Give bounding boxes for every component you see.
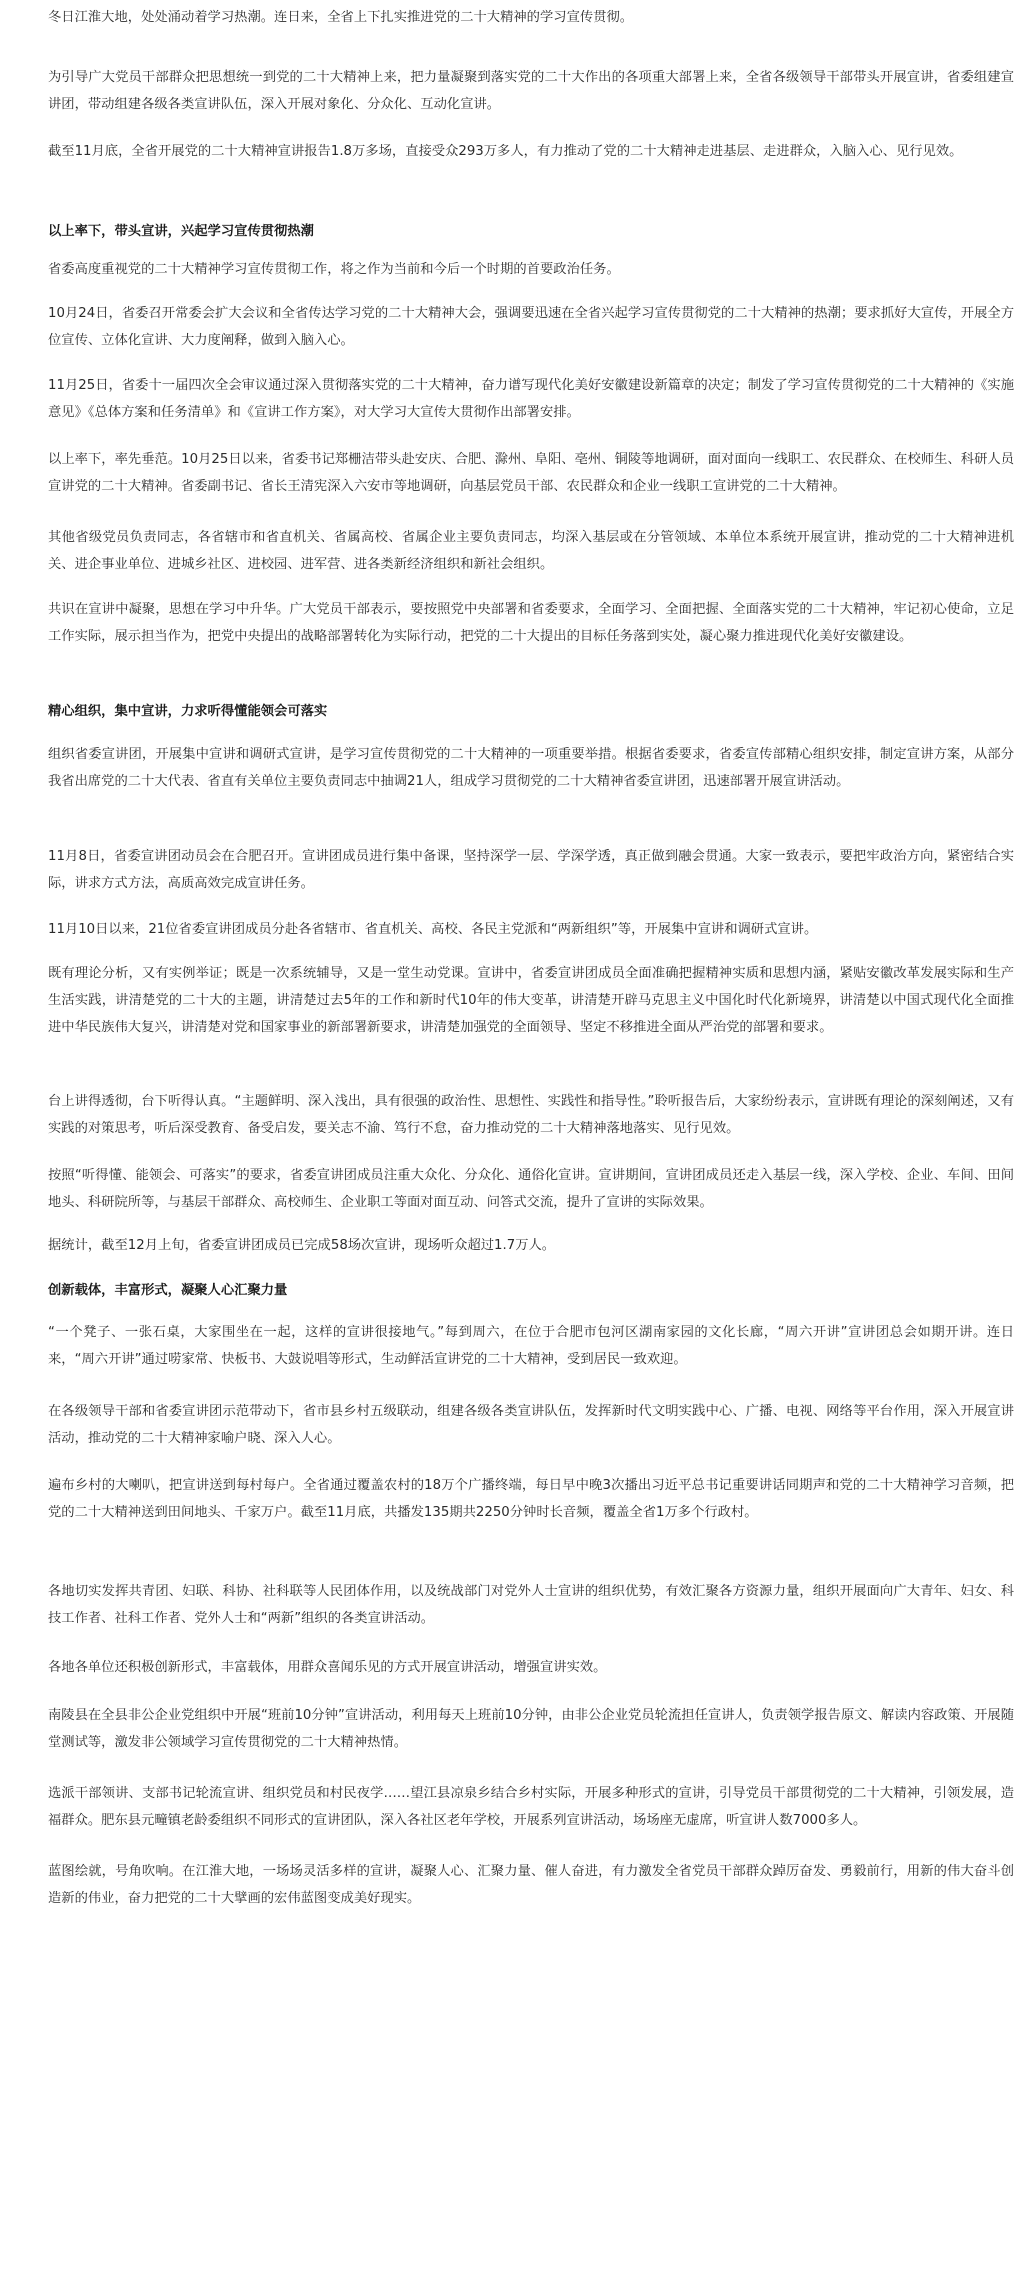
- paragraph: 蓝图绘就，号角吹响。在江淮大地，一场场灵活多样的宣讲，凝聚人心、汇聚力量、催人奋进，有力激发全省党员干部群众踔厉奋发、勇毅前行，用新的伟大奋斗创造新的伟业，奋力把党的二十大擘画的宏伟蓝图变成美好现实。: [48, 1864, 1014, 1906]
- paragraph: 既有理论分析，又有实例举证；既是一次系统辅导，又是一堂生动党课。宣讲中，省委宣讲团成员全面准确把握精神实质和思想内涵，紧贴安徽改革发展实际和生产生活实践，讲清楚党的二十大的主题，讲清楚过去5年的工作和新时代10年的伟大变革，讲清楚开辟马克思主义中国化时代化新境界，讲清楚以中国式现代化全面推进中华民族伟大复兴，讲清楚对党和国家事业的新部署新要求，讲清楚加强党的全面领导、坚定不移推进全面从严治党的部署和要求。: [48, 966, 1014, 1035]
- paragraph: 在各级领导干部和省委宣讲团示范带动下，省市县乡村五级联动，组建各级各类宣讲队伍，发挥新时代文明实践中心、广播、电视、网络等平台作用，深入开展宣讲活动，推动党的二十大精神家喻户晓、深入人心。: [48, 1404, 1014, 1446]
- paragraph: 截至11月底，全省开展党的二十大精神宣讲报告1.8万多场，直接受众293万多人，有力推动了党的二十大精神走进基层、走进群众，入脑入心、见行见效。: [48, 144, 963, 159]
- section-heading: 精心组织，集中宣讲，力求听得懂能领会可落实: [48, 704, 328, 719]
- paragraph: 选派干部领讲、支部书记轮流宣讲、组织党员和村民夜学……望江县凉泉乡结合乡村实际，开展多种形式的宣讲，引导党员干部贯彻党的二十大精神，引领发展，造福群众。肥东县元疃镇老龄委组织不同形式的宣讲团队，深入各社区老年学校，开展系列宣讲活动，场场座无虚席，听宣讲人数7000多人。: [48, 1786, 1014, 1828]
- paragraph: 据统计，截至12月上旬，省委宣讲团成员已完成58场次宣讲，现场听众超过1.7万人。: [48, 1238, 556, 1253]
- section-heading: 以上率下，带头宣讲，兴起学习宣传贯彻热潮: [48, 224, 314, 239]
- paragraph: 为引导广大党员干部群众把思想统一到党的二十大精神上来，把力量凝聚到落实党的二十大作出的各项重大部署上来，全省各级领导干部带头开展宣讲，省委组建宣讲团，带动组建各级各类宣讲队伍，深入开展对象化、分众化、互动化宣讲。: [48, 70, 1014, 112]
- paragraph: 以上率下，率先垂范。10月25日以来，省委书记郑栅洁带头赴安庆、合肥、滁州、阜阳、亳州、铜陵等地调研，面对面向一线职工、农民群众、在校师生、科研人员宣讲党的二十大精神。省委副书记、省长王清宪深入六安市等地调研，向基层党员干部、农民群众和企业一线职工宣讲党的二十大精神。: [48, 452, 1014, 494]
- section-heading: 创新载体，丰富形式，凝聚人心汇聚力量: [48, 1283, 288, 1298]
- paragraph: 11月25日，省委十一届四次全会审议通过深入贯彻落实党的二十大精神，奋力谱写现代化美好安徽建设新篇章的决定；制发了学习宣传贯彻党的二十大精神的《实施意见》《总体方案和任务清单》和《宣讲工作方案》，对大学习大宣传大贯彻作出部署安排。: [48, 378, 1014, 420]
- paragraph: 南陵县在全县非公企业党组织中开展“班前10分钟”宣讲活动，利用每天上班前10分钟，由非公企业党员轮流担任宣讲人，负责领学报告原文、解读内容政策、开展随堂测试等，激发非公领域学习宣传贯彻党的二十大精神热情。: [48, 1708, 1014, 1750]
- paragraph: 各地切实发挥共青团、妇联、科协、社科联等人民团体作用，以及统战部门对党外人士宣讲的组织优势，有效汇聚各方资源力量，组织开展面向广大青年、妇女、科技工作者、社科工作者、党外人士和“两新”组织的各类宣讲活动。: [48, 1584, 1014, 1626]
- paragraph: 其他省级党员负责同志，各省辖市和省直机关、省属高校、省属企业主要负责同志，均深入基层或在分管领域、本单位本系统开展宣讲，推动党的二十大精神进机关、进企事业单位、进城乡社区、进校园、进军营、进各类新经济组织和新社会组织。: [48, 530, 1014, 572]
- paragraph: “一个凳子、一张石桌，大家围坐在一起，这样的宣讲很接地气。”每到周六，在位于合肥市包河区湖南家园的文化长廊，“周六开讲”宣讲团总会如期开讲。连日来，“周六开讲”通过唠家常、快板书、大鼓说唱等形式，生动鲜活宣讲党的二十大精神，受到居民一致欢迎。: [48, 1325, 1014, 1367]
- paragraph: 省委高度重视党的二十大精神学习宣传贯彻工作，将之作为当前和今后一个时期的首要政治任务。: [48, 262, 620, 277]
- paragraph: 11月10日以来，21位省委宣讲团成员分赴各省辖市、省直机关、高校、各民主党派和“两新组织”等，开展集中宣讲和调研式宣讲。: [48, 922, 818, 937]
- paragraph: 遍布乡村的大喇叭，把宣讲送到每村每户。全省通过覆盖农村的18万个广播终端，每日早中晚3次播出习近平总书记重要讲话同期声和党的二十大精神学习音频，把党的二十大精神送到田间地头、千家万户。截至11月底，共播发135期共2250分钟时长音频，覆盖全省1万多个行政村。: [48, 1478, 1014, 1520]
- paragraph: 11月8日，省委宣讲团动员会在合肥召开。宣讲团成员进行集中备课，坚持深学一层、学深学透，真正做到融会贯通。大家一致表示，要把牢政治方向，紧密结合实际，讲求方式方法，高质高效完成宣讲任务。: [48, 849, 1014, 891]
- paragraph: 各地各单位还积极创新形式，丰富载体，用群众喜闻乐见的方式开展宣讲活动，增强宣讲实效。: [48, 1660, 607, 1675]
- paragraph: 共识在宣讲中凝聚，思想在学习中升华。广大党员干部表示，要按照党中央部署和省委要求，全面学习、全面把握、全面落实党的二十大精神，牢记初心使命，立足工作实际，展示担当作为，把党中央提出的战略部署转化为实际行动，把党的二十大提出的目标任务落到实处，凝心聚力推进现代化美好安徽建设。: [48, 602, 1014, 644]
- paragraph: 按照“听得懂、能领会、可落实”的要求，省委宣讲团成员注重大众化、分众化、通俗化宣讲。宣讲期间，宣讲团成员还走入基层一线，深入学校、企业、车间、田间地头、科研院所等，与基层干部群众、高校师生、企业职工等面对面互动、问答式交流，提升了宣讲的实际效果。: [48, 1168, 1014, 1210]
- paragraph: 组织省委宣讲团，开展集中宣讲和调研式宣讲，是学习宣传贯彻党的二十大精神的一项重要举措。根据省委要求，省委宣传部精心组织安排，制定宣讲方案，从部分我省出席党的二十大代表、省直有关单位主要负责同志中抽调21人，组成学习贯彻党的二十大精神省委宣讲团，迅速部署开展宣讲活动。: [48, 747, 1014, 789]
- paragraph: 台上讲得透彻，台下听得认真。“主题鲜明、深入浅出，具有很强的政治性、思想性、实践性和指导性。”聆听报告后，大家纷纷表示，宣讲既有理论的深刻阐述，又有实践的对策思考，听后深受教育、备受启发，要关志不渝、笃行不怠，奋力推动党的二十大精神落地落实、见行见效。: [48, 1094, 1014, 1136]
- paragraph: 10月24日，省委召开常委会扩大会议和全省传达学习党的二十大精神大会，强调要迅速在全省兴起学习宣传贯彻党的二十大精神的热潮；要求抓好大宣传，开展全方位宣传、立体化宣讲、大力度阐释，做到入脑入心。: [48, 306, 1014, 348]
- paragraph: 冬日江淮大地，处处涌动着学习热潮。连日来，全省上下扎实推进党的二十大精神的学习宣传贯彻。: [48, 10, 634, 25]
